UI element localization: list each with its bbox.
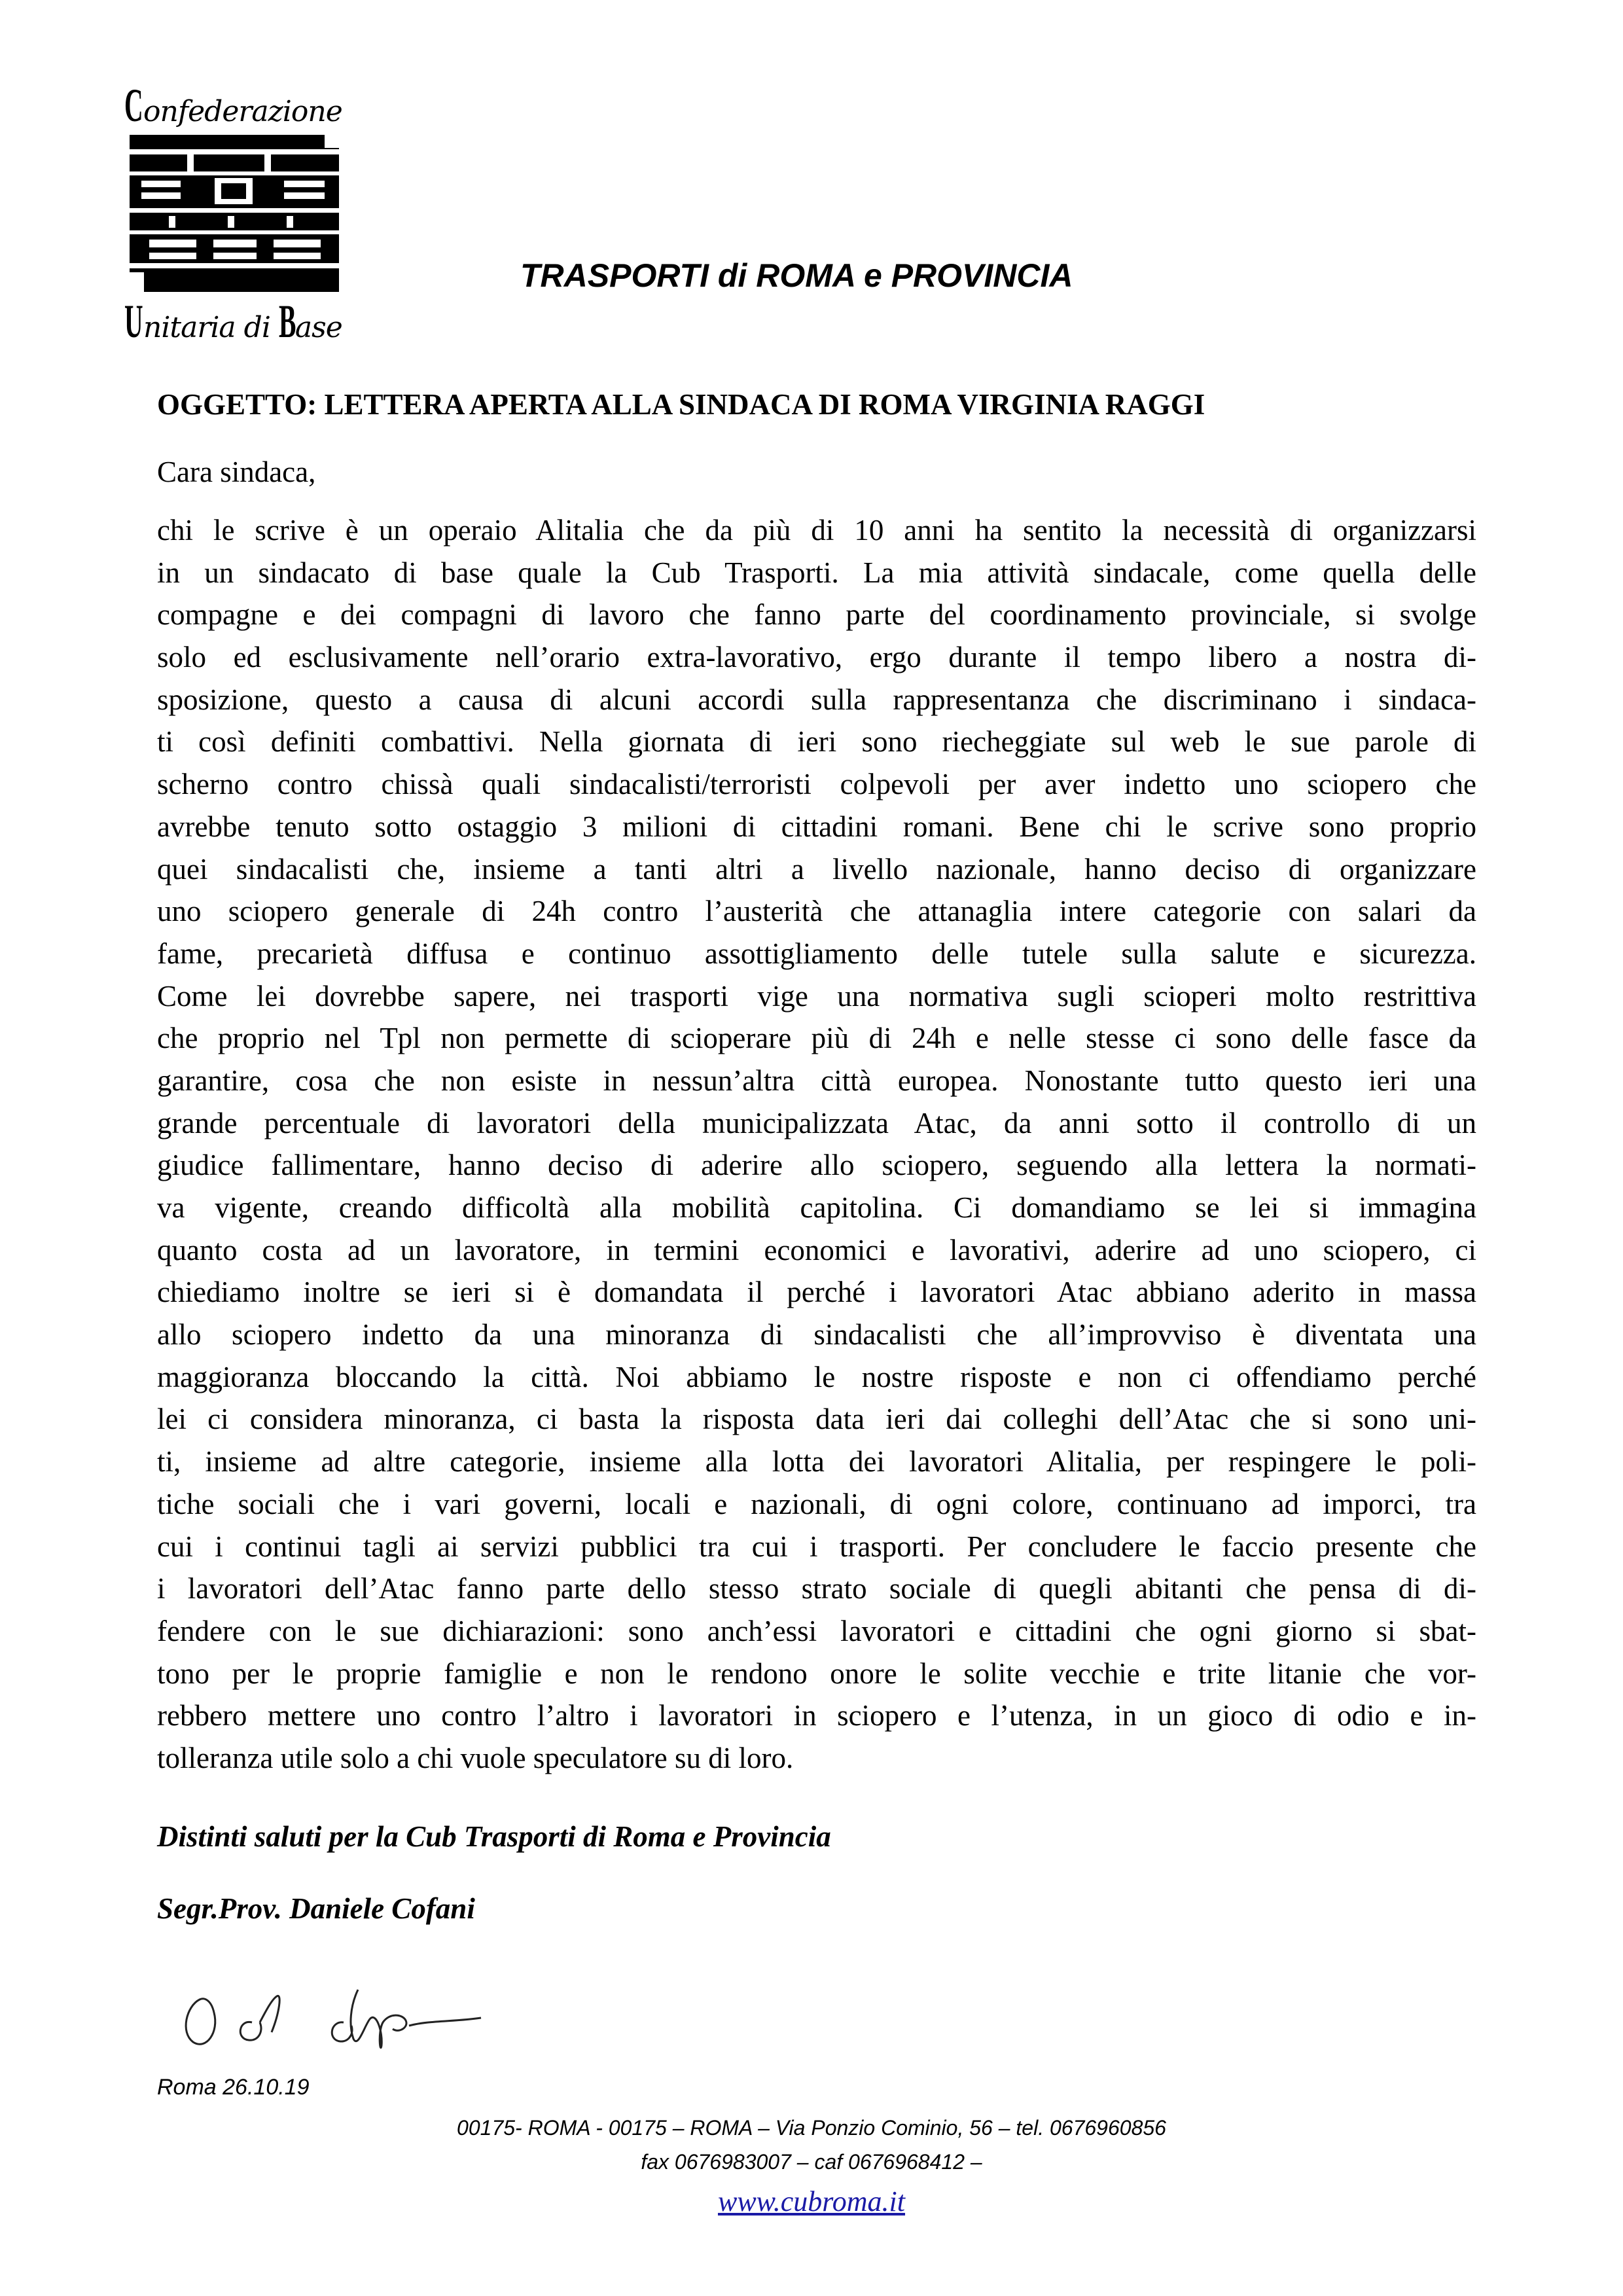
body-line: i lavoratori dell’Atac fanno parte dello stesso strato sociale di quegli abitanti che pensa di di- (157, 1572, 1476, 1605)
cub-logo (124, 72, 360, 348)
signer-name: Segr.Prov. Daniele Cofani (157, 1892, 475, 1925)
letter-subject: OGGETTO: LETTERA APERTA ALLA SINDACA DI ROMA VIRGINIA RAGGI (157, 388, 1205, 421)
body-line: garantire, cosa che non esiste in nessun’altra città europea. Nonostante tutto questo ieri una (157, 1064, 1476, 1097)
letter-date: Roma 26.10.19 (157, 2075, 310, 2100)
body-line: avrebbe tenuto sotto ostaggio 3 milioni di cittadini romani. Bene chi le scrive sono proprio (157, 810, 1476, 843)
logo-bottom-rest-2: ase (294, 311, 342, 344)
body-line: sposizione, questo a causa di alcuni accordi sulla rappresentanza che discriminano i sindaca- (157, 683, 1476, 716)
logo-bottom-cap-u: U (124, 295, 143, 348)
logo-bottom-cap-b: B (278, 295, 296, 348)
body-line: chi le scrive è un operaio Alitalia che da più di 10 anni ha sentito la necessità di organizzarsi (157, 514, 1476, 547)
logo-top-text (124, 79, 342, 133)
footer-fax: fax 0676983007 – caf 0676968412 – (641, 2150, 982, 2174)
body-line: in un sindacato di base quale la Cub Trasporti. La mia attività sindacale, come quella delle (157, 556, 1476, 589)
body-line: va vigente, creando difficoltà alla mobilità capitolina. Ci domandiamo se lei si immagina (157, 1191, 1476, 1224)
body-line: ti, insieme ad altre categorie, insieme alla lotta dei lavoratori Alitalia, per respingere le poli- (157, 1445, 1476, 1479)
body-line: che proprio nel Tpl non permette di scioperare più di 24h e nelle stesse ci sono delle fasce da (157, 1022, 1476, 1055)
body-line: quei sindacalisti che, insieme a tanti altri a livello nazionale, hanno deciso di organizzare (157, 852, 1476, 886)
body-line: Come lei dovrebbe sapere, nei trasporti vige una normativa sugli scioperi molto restrittiva (157, 979, 1476, 1013)
handwritten-signature (173, 1960, 514, 2058)
logo-bottom-rest-1: nitaria di (143, 311, 279, 344)
logo-top-cap: C (124, 79, 143, 132)
body-line: quanto costa ad un lavoratore, in termini economici e lavorativi, aderire ad uno sciopero, ci (157, 1233, 1476, 1266)
body-line: tiche sociali che i vari governi, locali e nazionali, di ogni colore, continuano ad imporci, tra (157, 1487, 1476, 1520)
letter-body (157, 509, 1476, 1780)
closing-salutation: Distinti saluti per la Cub Trasporti di Roma e Provincia (157, 1820, 831, 1853)
footer (0, 2111, 1623, 2222)
body-line: grande percentuale di lavoratori della municipalizzata Atac, da anni sotto il controllo di un (157, 1106, 1476, 1139)
body-line: lei ci considera minoranza, ci basta la risposta data ieri dai colleghi dell’Atac che si sono uni- (157, 1403, 1476, 1436)
cub-logo-mark (130, 135, 339, 292)
body-line: maggioranza bloccando la città. Noi abbiamo le nostre risposte e non ci offendiamo perché (157, 1360, 1476, 1393)
logo-top-rest: onfederazione (143, 95, 342, 128)
footer-address: 00175- ROMA - 00175 – ROMA – Via Ponzio Cominio, 56 – tel. 0676960856 (457, 2116, 1166, 2140)
body-line: tolleranza utile solo a chi vuole speculatore su di loro. (157, 1741, 794, 1774)
body-line: fendere con le sue dichiarazioni: sono anch’essi lavoratori e cittadini che ogni giorno si sbat- (157, 1614, 1476, 1647)
body-line: giudice fallimentare, hanno deciso di aderire allo sciopero, seguendo alla lettera la normati- (157, 1149, 1476, 1182)
letter-greeting: Cara sindaca, (157, 456, 316, 488)
header-title: TRASPORTI di ROMA e PROVINCIA (520, 257, 1073, 294)
body-line: uno sciopero generale di 24h contro l’austerità che attanaglia intere categorie con salari da (157, 895, 1476, 928)
body-line: rebbero mettere uno contro l’altro i lavoratori in sciopero e l’utenza, in un gioco di odio e in- (157, 1699, 1476, 1732)
body-line: cui i continui tagli ai servizi pubblici tra cui i trasporti. Per concludere le faccio presente che (157, 1530, 1476, 1563)
body-line: allo sciopero indetto da una minoranza di sindacalisti che all’improvviso è diventata una (157, 1318, 1476, 1352)
website-link[interactable]: www.cubroma.it (717, 2185, 906, 2217)
body-line: solo ed esclusivamente nell’orario extra-lavorativo, ergo durante il tempo libero a nostra di- (157, 641, 1476, 674)
logo-bottom-text (124, 295, 342, 349)
body-line: compagne e dei compagni di lavoro che fanno parte del coordinamento provinciale, si svolge (157, 598, 1476, 632)
body-line: chiediamo inoltre se ieri si è domandata il perché i lavoratori Atac abbiano aderito in massa (157, 1276, 1476, 1309)
body-line: scherno contro chissà quali sindacalisti/terroristi colpevoli per aver indetto uno sciopero che (157, 768, 1476, 801)
body-line: tono per le proprie famiglie e non le rendono onore le solite vecchie e trite litanie che vor- (157, 1657, 1476, 1690)
body-line: fame, precarietà diffusa e continuo assottigliamento delle tutele sulla salute e sicurezza. (157, 937, 1476, 970)
body-line: ti così definiti combattivi. Nella giornata di ieri sono riecheggiate sul web le sue parole di (157, 725, 1476, 759)
